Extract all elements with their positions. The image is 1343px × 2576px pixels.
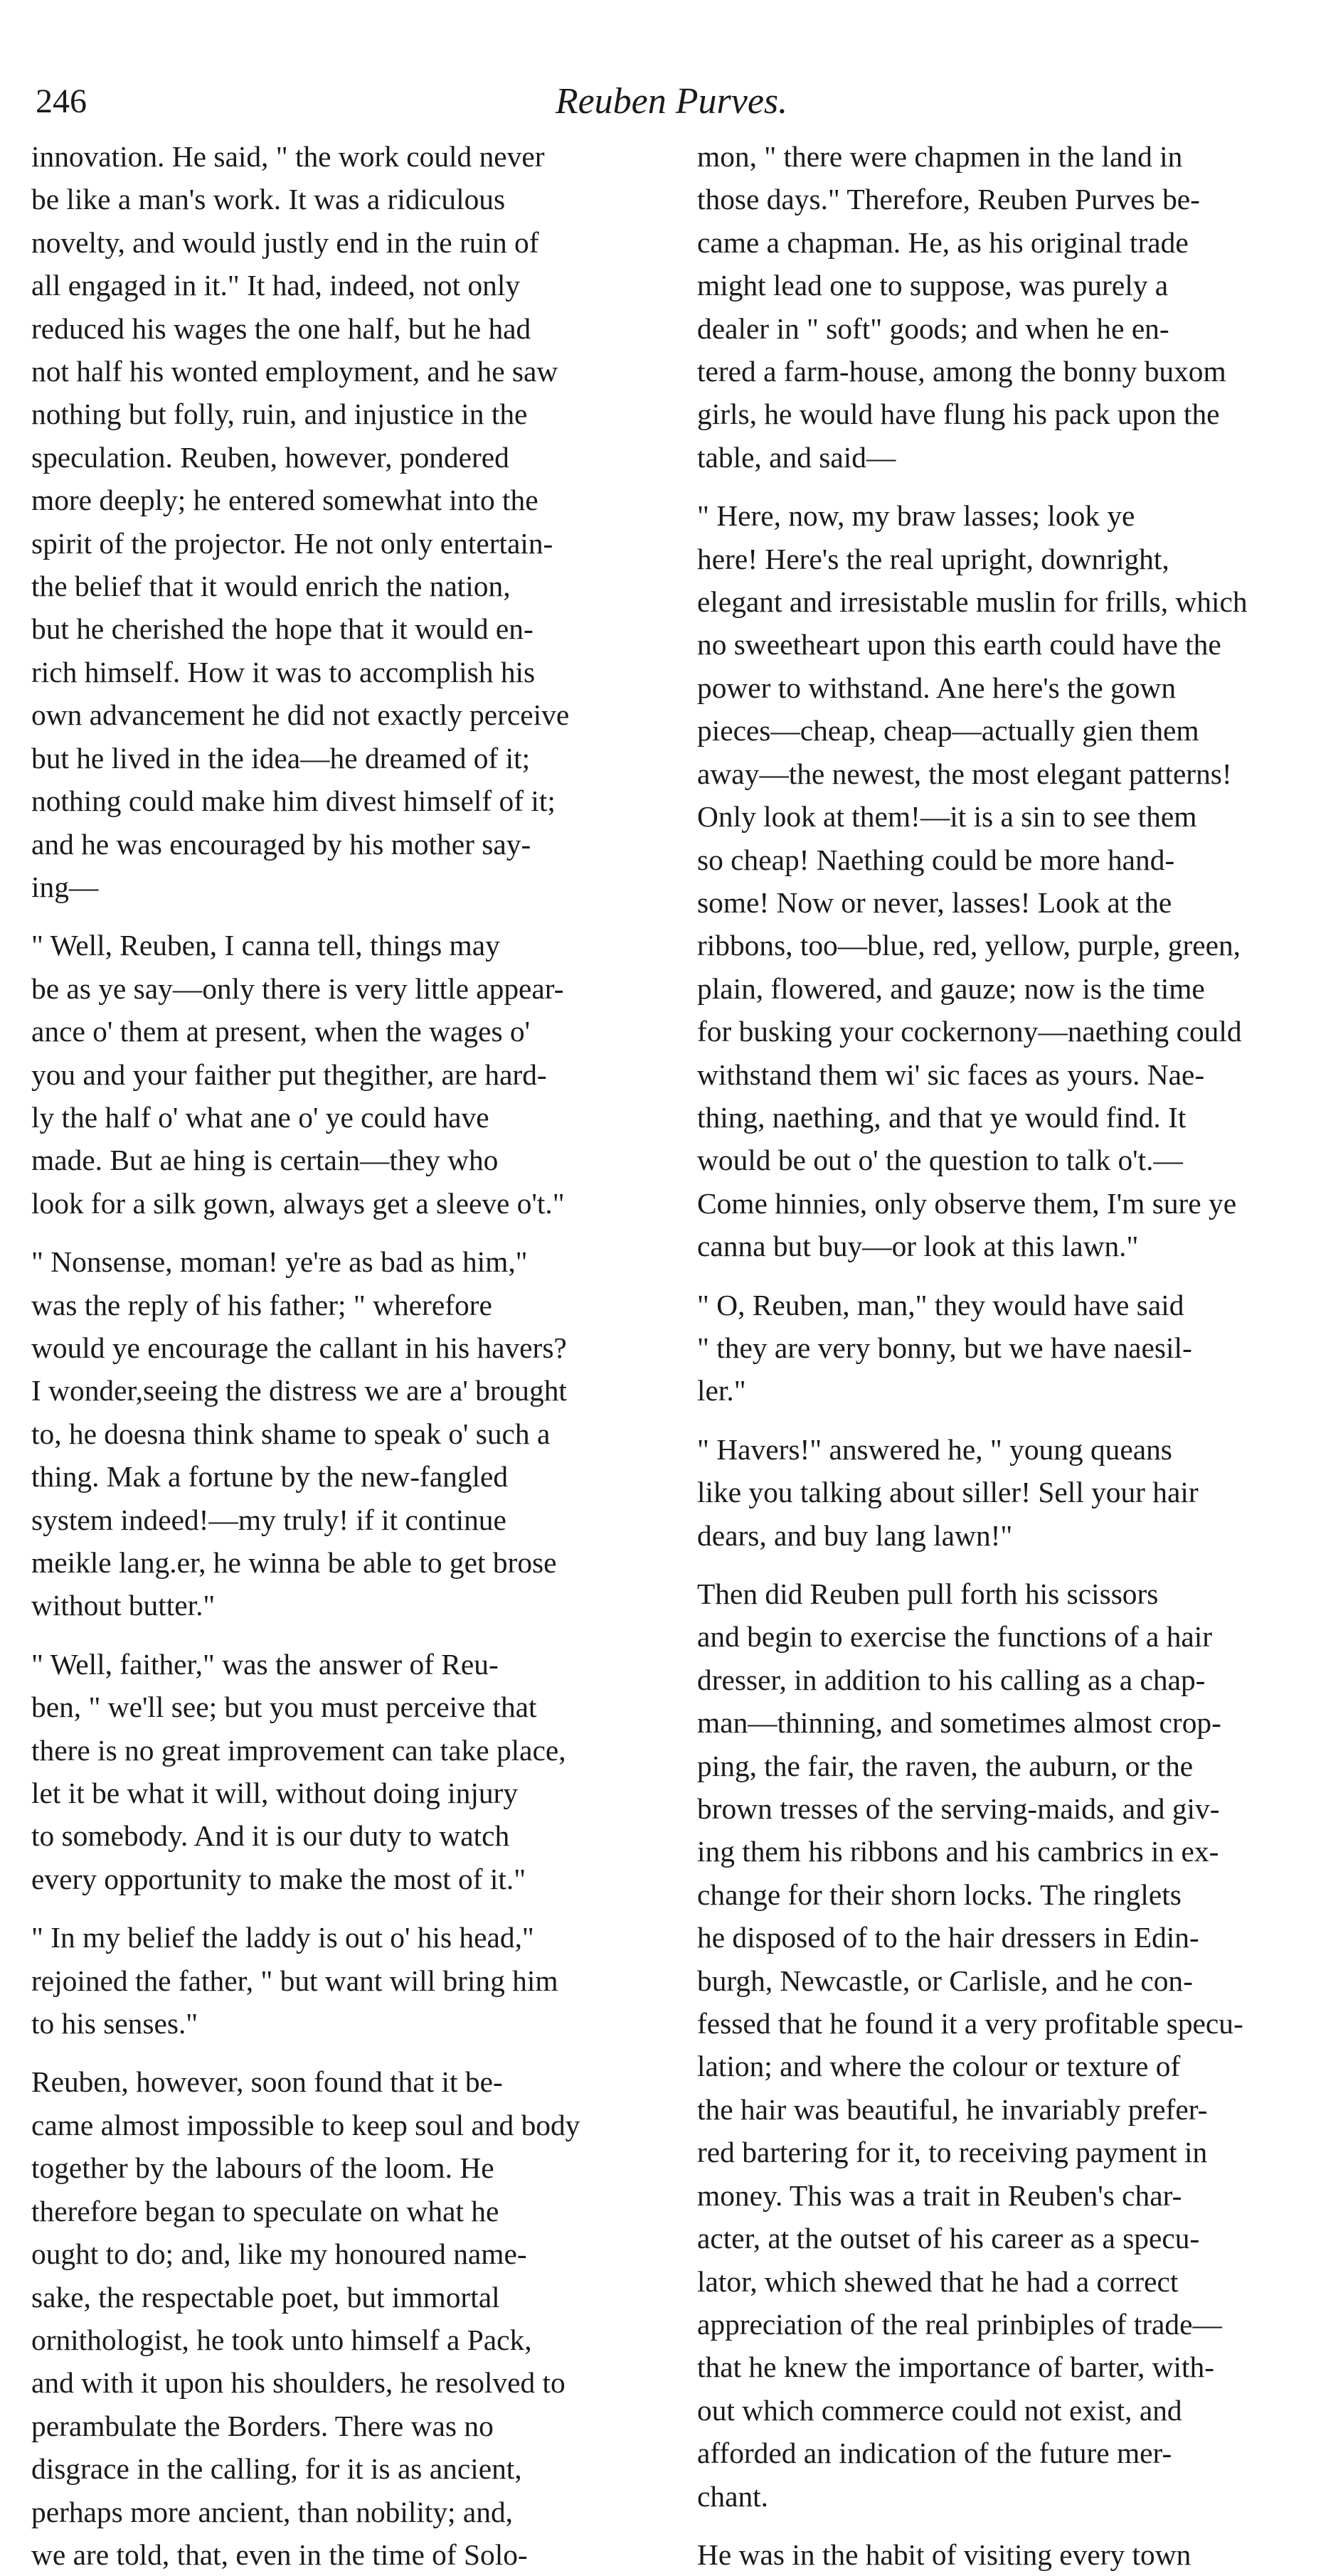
text-line: Reuben, however, soon found that it be- (31, 2065, 503, 2099)
text-line: plain, flowered, and gauze; now is the time (697, 972, 1205, 1005)
text-line: tered a farm-house, among the bonny buxom (697, 355, 1226, 388)
text-line: He was in the habit of visiting every town (697, 2538, 1191, 2571)
text-line: ben, " we'll see; but you must perceive that (31, 1691, 537, 1724)
text-line: all engaged in it." It had, indeed, not only (31, 269, 521, 302)
text-line: ing— (31, 870, 99, 903)
text-line: " In my belief the laddy is out o' his head," (31, 1921, 534, 1954)
text-line: for busking your cockernony—naething could (697, 1015, 1242, 1048)
text-line: chant. (697, 2479, 768, 2513)
text-line: dresser, in addition to his calling as a chap- (697, 1663, 1206, 1696)
text-line: more deeply; he entered somewhat into the (31, 484, 538, 517)
left-column (31, 135, 675, 2576)
text-line: came almost impossible to keep soul and body (31, 2108, 580, 2141)
text-line: Then did Reuben pull forth his scissors (697, 1577, 1159, 1610)
text-line: perambulate the Borders. There was no (31, 2409, 494, 2442)
text-line: and begin to exercise the functions of a hair (697, 1620, 1213, 1654)
text-line: acter, at the outset of his career as a specu- (697, 2222, 1200, 2255)
text-line: Only look at them!—it is a sin to see them (697, 800, 1197, 834)
paragraph (31, 924, 675, 1225)
text-line: mon, " there were chapmen in the land in (697, 140, 1183, 173)
paragraph-gap (697, 479, 1291, 494)
text-line: spirit of the projector. He not only entertain- (31, 526, 553, 560)
text-line: Come hinnies, only observe them, I'm sure ye (697, 1186, 1237, 1220)
paragraph (697, 1284, 1291, 1412)
text-line: nothing but folly, ruin, and injustice in the (31, 398, 528, 431)
paragraph (697, 135, 1291, 479)
text-line: like you talking about siller! Sell your hair (697, 1476, 1199, 1509)
running-title: Reuben Purves. (555, 81, 788, 122)
text-line: canna but buy—or look at this lawn." (697, 1230, 1139, 1263)
text-line: every opportunity to make the most of it." (31, 1862, 526, 1895)
text-line: you and your faither put thegither, are hard- (31, 1058, 547, 1091)
paragraph-gap (697, 1268, 1291, 1284)
text-line: novelty, and would justly end in the ruin of (31, 225, 539, 259)
text-line: together by the labours of the loom. He (31, 2151, 494, 2185)
text-line: so cheap! Naething could be more hand- (697, 843, 1175, 876)
text-line: power to withstand. Ane here's the gown (697, 671, 1177, 704)
paragraph-gap (31, 1627, 675, 1643)
text-line: the hair was beautiful, he invariably prefer- (697, 2092, 1208, 2126)
page-header (0, 70, 1343, 134)
text-line: dealer in " soft" goods; and when he en- (697, 312, 1169, 345)
text-line: the belief that it would enrich the nation, (31, 570, 511, 603)
paragraph (697, 2533, 1291, 2576)
text-line: ribbons, too—blue, red, yellow, purple, green, (697, 929, 1241, 962)
paragraph (31, 1916, 675, 2045)
page-number: 246 (36, 83, 87, 120)
text-line: dears, and buy lang lawn!" (697, 1518, 1013, 1552)
paragraph (31, 1240, 675, 1627)
text-line: here! Here's the real upright, downright, (697, 542, 1169, 575)
text-line: rich himself. How it was to accomplish his (31, 655, 536, 688)
text-line: appreciation of the real prinbiples of trade— (697, 2307, 1222, 2341)
text-line: sake, the respectable poet, but immortal (31, 2280, 500, 2314)
text-line: " Well, faither," was the answer of Reu- (31, 1647, 499, 1681)
text-line: innovation. He said, " the work could never (31, 140, 545, 173)
text-line: elegant and irresistable muslin for frills, which (697, 585, 1248, 619)
paragraph-gap (31, 908, 675, 924)
paragraph (697, 1428, 1291, 1557)
text-line: table, and said— (697, 440, 896, 474)
text-line: ance o' them at present, when the wages o' (31, 1015, 531, 1048)
text-line: some! Now or never, lasses! Look at the (697, 885, 1172, 919)
text-line: girls, he would have flung his pack upon the (697, 398, 1220, 431)
paragraph (31, 2060, 675, 2576)
text-line: nothing could make him divest himself of it; (31, 784, 556, 818)
text-line: ought to do; and, like my honoured name- (31, 2237, 527, 2271)
text-line: but he cherished the hope that it would en- (31, 612, 534, 646)
text-line: therefore began to speculate on what he (31, 2194, 499, 2228)
paragraph-gap (31, 2045, 675, 2060)
text-line: disgrace in the calling, for it is as ancient, (31, 2452, 522, 2486)
text-line: would be out o' the question to talk o't.— (697, 1144, 1183, 1177)
paragraph-gap (31, 1225, 675, 1240)
text-line: change for their shorn locks. The ringlets (697, 1878, 1182, 1911)
text-line: to somebody. And it is our duty to watch (31, 1819, 510, 1853)
text-line: not half his wonted employment, and he saw (31, 355, 558, 388)
text-line: system indeed!—my truly! if it continue (31, 1503, 506, 1536)
right-column (697, 135, 1291, 2576)
text-line: withstand them wi' sic faces as yours. Nae- (697, 1058, 1205, 1091)
text-line: might lead one to suppose, was purely a (697, 269, 1169, 302)
text-line: no sweetheart upon this earth could have the (697, 628, 1221, 661)
text-line: rejoined the father, " but want will bring him (31, 1964, 558, 1997)
text-line: lator, which shewed that he had a correct (697, 2264, 1179, 2298)
text-line: reduced his wages the one half, but he had (31, 312, 531, 345)
text-line: thing. Mak a fortune by the new-fangled (31, 1460, 509, 1494)
text-line: be like a man's work. It was a ridiculous (31, 183, 506, 216)
text-line: there is no great improvement can take place, (31, 1733, 566, 1767)
text-line: red bartering for it, to receiving payment in (697, 2136, 1208, 2169)
paragraph (31, 1643, 675, 1900)
text-line: away—the newest, the most elegant patterns! (697, 757, 1232, 790)
text-line: " Havers!" answered he, " young queans (697, 1432, 1172, 1466)
paragraph-gap (697, 2518, 1291, 2533)
text-line: without butter." (31, 1589, 216, 1622)
paragraph (697, 494, 1291, 1267)
paragraph (697, 1572, 1291, 2518)
text-line: " they are very bonny, but we have naesil- (697, 1331, 1192, 1364)
text-line: look for a silk gown, always get a sleeve o't." (31, 1186, 565, 1220)
text-line: that he knew the importance of barter, with- (697, 2351, 1215, 2384)
text-line: " Nonsense, moman! ye're as bad as him," (31, 1245, 528, 1279)
text-line: perhaps more ancient, than nobility; and, (31, 2495, 514, 2528)
text-line: to, he doesna think shame to speak o' such a (31, 1417, 551, 1450)
text-line: and he was encouraged by his mother say- (31, 827, 531, 861)
text-line: meikle lang.er, he winna be able to get brose (31, 1546, 557, 1579)
text-line: " O, Reuben, man," they would have said (697, 1288, 1184, 1321)
text-line: money. This was a trait in Reuben's char- (697, 2178, 1182, 2212)
text-line: he disposed of to the hair dressers in Edin- (697, 1921, 1199, 1954)
text-line: I wonder,seeing the distress we are a' brought (31, 1374, 567, 1407)
text-line: man—thinning, and sometimes almost crop- (697, 1706, 1221, 1740)
text-line: made. But ae hing is certain—they who (31, 1144, 499, 1177)
text-line: brown tresses of the serving-maids, and giv- (697, 1792, 1220, 1826)
paragraph-gap (31, 1900, 675, 1916)
text-line: thing, naething, and that ye would find. It (697, 1100, 1187, 1134)
text-line: burgh, Newcastle, or Carlisle, and he con- (697, 1964, 1193, 1997)
text-line: ping, the fair, the raven, the auburn, or the (697, 1749, 1194, 1782)
text-line: afforded an indication of the future mer- (697, 2437, 1172, 2470)
paragraph (31, 135, 675, 908)
text-line: we are told, that, even in the time of Solo- (31, 2538, 528, 2571)
text-line: fessed that he found it a very profitable specu- (697, 2007, 1243, 2040)
text-line: would ye encourage the callant in his havers? (31, 1331, 567, 1364)
text-line: " Here, now, my braw lasses; look ye (697, 499, 1135, 533)
text-line: to his senses." (31, 2007, 198, 2040)
text-line: came a chapman. He, as his original trade (697, 225, 1189, 259)
text-line: own advancement he did not exactly perceive (31, 698, 570, 732)
text-line: but he lived in the idea—he dreamed of it; (31, 741, 531, 775)
text-line: ly the half o' what ane o' ye could have (31, 1100, 489, 1134)
text-line: was the reply of his father; " wherefore (31, 1288, 492, 1321)
text-line: out which commerce could not exist, and (697, 2393, 1182, 2427)
text-line: lation; and where the colour or texture of (697, 2050, 1181, 2083)
text-line: pieces—cheap, cheap—actually gien them (697, 714, 1199, 747)
text-line: those days." Therefore, Reuben Purves be- (697, 183, 1200, 216)
text-line: ornithologist, he took unto himself a Pack, (31, 2323, 532, 2356)
paragraph-gap (697, 1412, 1291, 1428)
text-line: and with it upon his shoulders, he resolved to (31, 2366, 566, 2400)
text-line: " Well, Reuben, I canna tell, things may (31, 929, 500, 962)
text-line: ler." (697, 1374, 746, 1407)
text-line: let it be what it will, without doing injury (31, 1777, 519, 1810)
paragraph-gap (697, 1557, 1291, 1572)
text-line: ing them his ribbons and his cambrics in ex- (697, 1835, 1219, 1868)
text-line: speculation. Reuben, however, pondered (31, 440, 509, 474)
text-line: be as ye say—only there is very little appear- (31, 972, 564, 1005)
